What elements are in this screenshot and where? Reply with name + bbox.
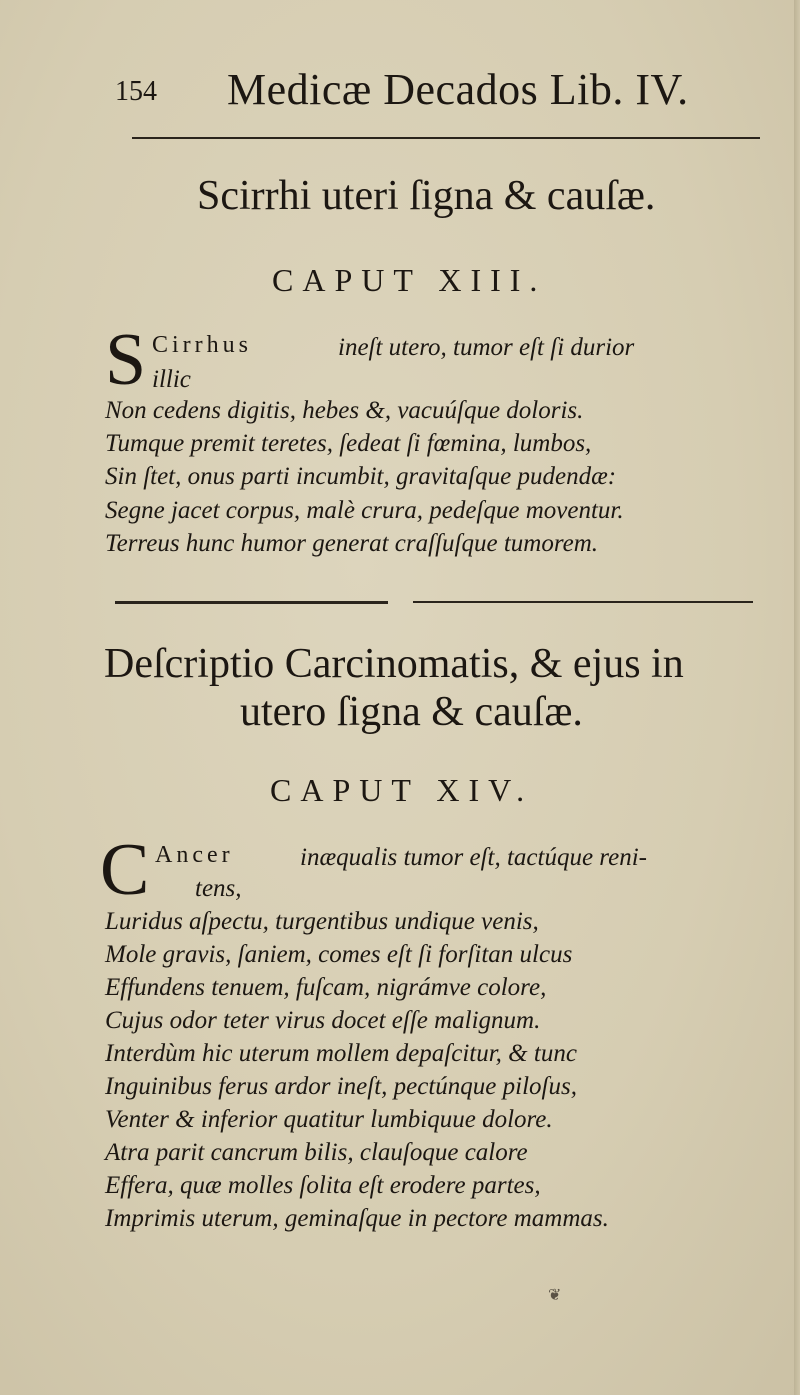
verse-line: tens,	[195, 875, 242, 902]
verse-line: Venter & inferior quatitur lumbiquue dolore.	[105, 1106, 553, 1133]
divider-rule-right	[413, 601, 753, 603]
running-head	[115, 62, 715, 112]
verse-line: illic	[152, 366, 191, 393]
verse-line: Imprimis uterum, geminaſque in pectore mammas.	[105, 1205, 609, 1232]
running-title: Medicæ Decados Lib. IV.	[227, 65, 689, 114]
verse-line: Cujus odor teter virus docet eſſe malignum.	[105, 1007, 541, 1034]
verse-line: Mole gravis, ſaniem, comes eſt ſi forſitan ulcus	[105, 941, 573, 968]
verse-line: Sin ſtet, onus parti incumbit, gravitaſque pudendæ:	[105, 463, 617, 490]
page-edge	[794, 0, 800, 1395]
drop-cap: S	[105, 319, 147, 401]
page-number: 154	[115, 76, 157, 107]
verse-line: Effundens tenuem, fuſcam, nigrámve colore,	[105, 974, 547, 1001]
verse-line: Luridus aſpectu, turgentibus undique venis,	[105, 908, 539, 935]
lead-word: Cirrhus	[152, 332, 252, 358]
verse-line: Atra parit cancrum bilis, clauſoque calore	[105, 1139, 528, 1166]
chapter-label-xiii: CAPUT XIII.	[272, 262, 547, 298]
verse-line: inæqualis tumor eſt, tactúque reni-	[300, 844, 647, 871]
verse-line: Tumque premit teretes, ſedeat ſi fœmina, lumbos,	[105, 430, 592, 457]
verse-line: Terreus hunc humor generat craſſuſque tumorem.	[105, 530, 599, 557]
verse-line: Interdùm hic uterum mollem depaſcitur, & tunc	[105, 1040, 577, 1067]
verse-line: Effera, quæ molles ſolita eſt erodere partes,	[105, 1172, 541, 1199]
divider-rule-left	[115, 601, 388, 604]
chapter-label-xiv: CAPUT XIV.	[270, 772, 534, 808]
header-rule	[132, 137, 760, 139]
section-heading-carcinoma-line1: Deſcriptio Carcinomatis, & ejus in	[104, 641, 684, 687]
lead-word: Ancer	[155, 842, 234, 868]
section-heading-scirrhi: Scirrhi uteri ſigna & cauſæ.	[197, 173, 656, 219]
section-heading-carcinoma-line2: utero ſigna & cauſæ.	[240, 689, 583, 735]
verse-line: ineſt utero, tumor eſt ſi durior	[338, 334, 635, 361]
verse-line: Inguinibus ferus ardor ineſt, pectúnque piloſus,	[105, 1073, 577, 1100]
verse-line: Non cedens digitis, hebes &, vacuúſque doloris.	[105, 397, 584, 424]
drop-cap: C	[100, 829, 150, 911]
ornament-icon: ❦	[548, 1285, 562, 1304]
verse-line: Segne jacet corpus, malè crura, pedeſque moventur.	[105, 497, 624, 524]
